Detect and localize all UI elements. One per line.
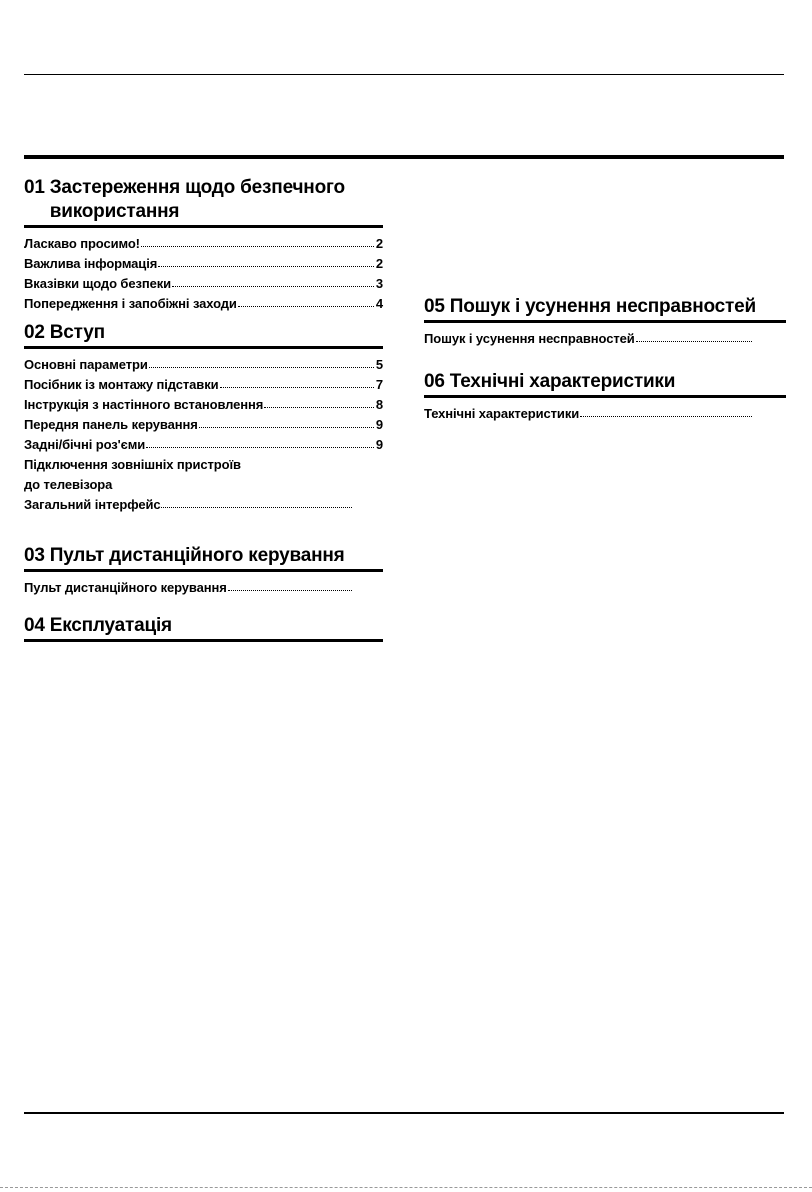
toc-entry[interactable] [24, 294, 383, 314]
dot-leader [580, 412, 752, 417]
toc-entry-title: Передня панель керування [24, 417, 198, 432]
toc-entry-page: 3 [375, 276, 383, 291]
section-heading [24, 176, 383, 228]
toc-entry[interactable] [24, 274, 383, 294]
toc-entry-continued[interactable] [24, 475, 383, 495]
dot-leader [149, 363, 374, 368]
toc-entry-title: Посібник із монтажу підставки [24, 377, 219, 392]
section-number: 03 [24, 545, 45, 566]
section-title: Застереження щодо безпечного використання [49, 177, 345, 222]
toc-entry[interactable] [24, 234, 383, 254]
toc-entry-title: Вказівки щодо безпеки [24, 276, 172, 291]
toc-entry-title: до телевізора [24, 477, 113, 492]
toc-entry-page: 7 [375, 377, 383, 392]
dot-leader [264, 403, 374, 408]
toc-entry-title: Ласкаво просимо! [24, 236, 140, 251]
toc-entry-title: Попередження і запобіжні заходи [24, 296, 237, 311]
section-title: Технічні характеристики [449, 371, 676, 392]
section-number: 04 [24, 615, 45, 636]
header-rule [24, 155, 784, 159]
toc-entry[interactable] [424, 329, 760, 349]
toc-entry[interactable] [24, 375, 383, 395]
section-number: 02 [24, 322, 45, 343]
dot-leader [172, 282, 374, 287]
toc-entry-title: Технічні характеристики [424, 406, 580, 421]
dot-leader [141, 242, 374, 247]
toc-entry[interactable] [24, 455, 383, 475]
toc-section-04 [24, 614, 383, 642]
section-number: 06 [424, 371, 445, 392]
toc-entry-page: 8 [375, 397, 383, 412]
toc-entry[interactable] [24, 395, 383, 415]
dot-leader [636, 337, 752, 342]
toc-section-05 [424, 295, 786, 349]
section-heading [24, 544, 383, 572]
dot-leader [220, 383, 375, 388]
toc-entry-title: Інструкція з настінного встановлення [24, 397, 264, 412]
toc-entry[interactable] [424, 404, 760, 424]
toc-entry-title: Задні/бічні роз'єми [24, 437, 146, 452]
toc-entry-page: 5 [375, 357, 383, 372]
section-heading [424, 370, 786, 398]
section-heading [24, 321, 383, 349]
section-number: 05 [424, 296, 445, 317]
toc-entry-title: Пульт дистанційного керування [24, 580, 227, 595]
toc-section-01 [24, 176, 383, 314]
toc-entry-page: 9 [375, 417, 383, 432]
top-rule [24, 74, 784, 75]
toc-entry-title: Основні параметри [24, 357, 148, 372]
toc-entry[interactable] [24, 578, 360, 598]
toc-entry-title: Загальний інтерфейс [24, 497, 161, 512]
toc-section-02 [24, 321, 383, 515]
toc-entry-page: 2 [375, 256, 383, 271]
toc-entry-page: 9 [375, 437, 383, 452]
toc-entry[interactable] [24, 495, 360, 515]
toc-entry[interactable] [24, 435, 383, 455]
toc-entry-title: Пошук і усунення несправностей [424, 331, 635, 346]
toc-section-06 [424, 370, 786, 424]
dot-leader [238, 302, 374, 307]
section-number: 01 [24, 177, 45, 198]
toc-section-03 [24, 544, 383, 598]
footer-rule [24, 1112, 784, 1114]
toc-entry-page: 2 [375, 236, 383, 251]
dot-leader [158, 262, 374, 267]
toc-entry[interactable] [24, 415, 383, 435]
toc-entry-title: Важлива інформація [24, 256, 158, 271]
toc-entry[interactable] [24, 254, 383, 274]
section-title: Пульт дистанційного керування [49, 545, 345, 566]
section-title: Пошук і усунення несправностей [449, 296, 756, 317]
section-heading [424, 295, 786, 323]
page-edge-dashes [0, 1187, 812, 1188]
dot-leader [228, 586, 352, 591]
section-heading [24, 614, 383, 642]
toc-entry-page: 4 [375, 296, 383, 311]
dot-leader [161, 503, 352, 508]
toc-entry-title: Підключення зовнішніх пристроїв [24, 457, 241, 472]
section-title: Експлуатація [49, 615, 172, 636]
dot-leader [146, 443, 374, 448]
section-title: Вступ [49, 322, 105, 343]
dot-leader [199, 423, 374, 428]
toc-entry[interactable] [24, 355, 383, 375]
